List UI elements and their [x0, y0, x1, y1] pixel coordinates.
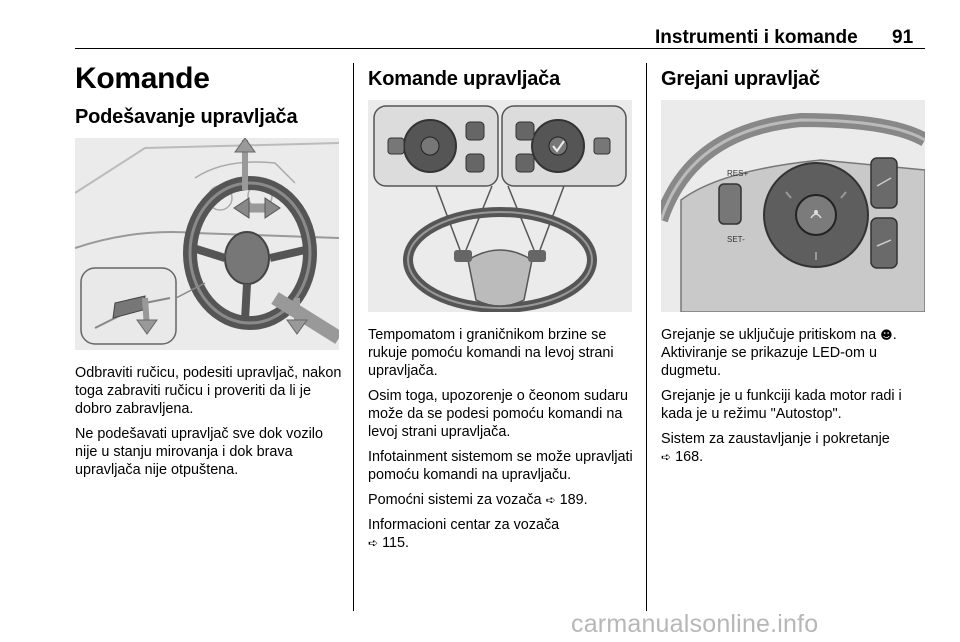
paragraph: Osim toga, upozorenje o čeonom sudaru može da se podesi pomoću komandi na levoj strani upravljača. [368, 388, 628, 440]
section-title: Komande [75, 62, 210, 95]
set-label: SET- [727, 235, 745, 244]
steering-controls-illustration [368, 100, 632, 312]
watermark: carmanualsonline.info [571, 610, 819, 638]
reference-text: Informacioni centar za vozača [368, 517, 560, 533]
paragraph: Grejanje se uključuje pritiskom na ☻. Aktiviranje se prikazuje LED-om u dugmetu. [661, 327, 897, 379]
reference-arrow-icon: ➪ [661, 450, 672, 464]
column-divider [646, 63, 647, 611]
running-header-title: Instrumenti i komande [655, 27, 858, 48]
header-rule [75, 48, 925, 49]
reference-text: Pomoćni sistemi za vozača [368, 492, 542, 508]
reference-page: 168. [675, 449, 704, 465]
heated-steering-illustration [661, 100, 925, 312]
reference-text: Sistem za zaustavljanje i pokretanje [661, 431, 890, 447]
heated-steering-wheel-icon: ☻ [880, 328, 893, 342]
paragraph: Infotainment sistemom se može upravljati pomoću komandi na upravljaču. [368, 449, 633, 483]
res-label: RES+ [727, 169, 749, 178]
column-divider [353, 63, 354, 611]
reference-page: 189. [559, 492, 588, 508]
reference-arrow-icon: ➪ [545, 493, 556, 507]
middle-body-text [368, 326, 638, 559]
paragraph: Tempomatom i graničnikom brzine se rukuje pomoću komandi na levoj strani upravljača. [368, 327, 614, 379]
steering-adjust-illustration [75, 138, 339, 350]
reference-arrow-icon: ➪ [368, 536, 379, 550]
paragraph: Ne podešavati upravljač sve dok vozilo nije u stanju mirovanja i dok brava upravljača nije otpuštena. [75, 426, 323, 478]
subtitle-steering-adjust: Podešavanje upravljača [75, 106, 298, 128]
cross-reference-115[interactable] [368, 516, 638, 552]
reference-page: 115. [382, 535, 410, 551]
cross-reference-189[interactable] [368, 491, 638, 509]
right-body-text [661, 326, 931, 473]
page-number: 91 [892, 27, 914, 48]
paragraph: Grejanje je u funkciji kada motor radi i kada je u režimu "Autostop". [661, 388, 902, 422]
subtitle-heated-steering: Grejani upravljač [661, 68, 820, 90]
subtitle-steering-controls: Komande upravljača [368, 68, 561, 90]
cross-reference-168[interactable] [661, 430, 931, 466]
paragraph: Odbraviti ručicu, podesiti upravljač, nakon toga zabraviti ručicu i proveriti da li je dobro zabravljena. [75, 365, 342, 417]
left-body-text [75, 364, 345, 486]
